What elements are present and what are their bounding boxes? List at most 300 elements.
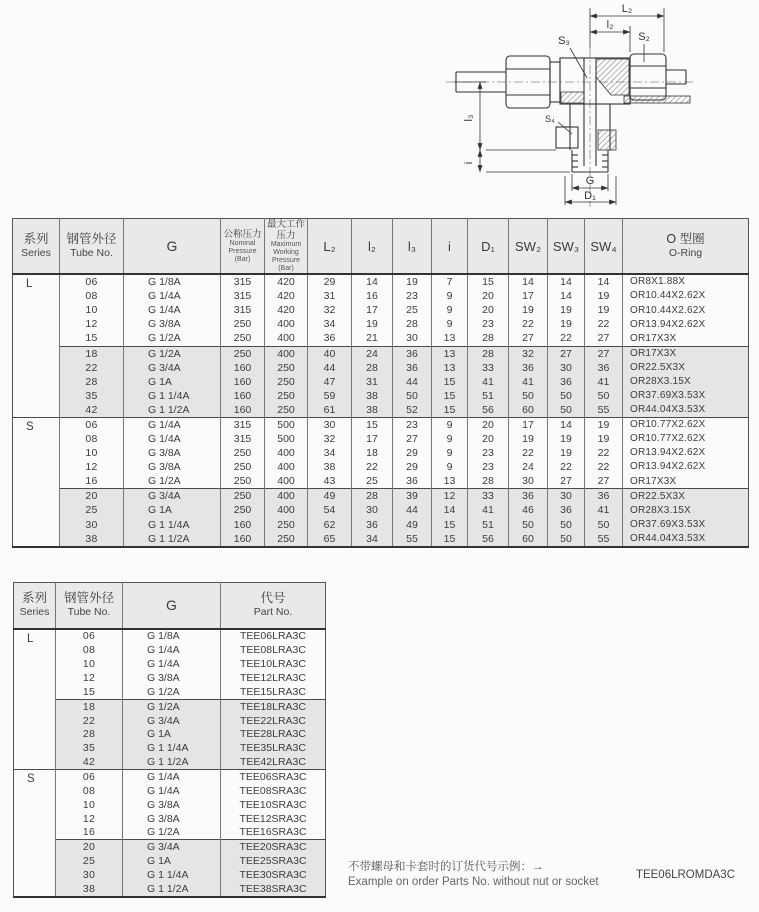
part-number-table-body xyxy=(14,629,326,898)
table-row xyxy=(13,375,749,389)
table-cell: 56 xyxy=(468,532,509,547)
table-row xyxy=(13,389,749,403)
table-cell: 23 xyxy=(468,446,509,460)
table-cell: 29 xyxy=(393,446,432,460)
table-cell: 19 xyxy=(393,274,432,289)
table-cell: 9 xyxy=(432,303,468,317)
table-cell: OR28X3.15X xyxy=(623,503,749,517)
table-row xyxy=(13,446,749,460)
dim-label-S4: S₄ xyxy=(545,114,555,124)
table-cell: 15 xyxy=(56,685,123,699)
table-cell: 12 xyxy=(60,460,124,474)
col-header-g-thread: G xyxy=(123,583,221,629)
table-cell: OR10.77X2.62X xyxy=(630,433,706,445)
table-cell: 27 xyxy=(509,331,548,346)
table-cell: OR17X3X xyxy=(630,332,677,344)
col-header-SW4: SW₄ xyxy=(585,219,623,275)
table-cell: G 1A xyxy=(124,503,221,517)
table-cell: 27 xyxy=(393,432,432,446)
table-cell: 22 xyxy=(352,460,393,474)
table-cell: TEE12SRA3C xyxy=(239,812,307,825)
table-cell: 19 xyxy=(548,317,585,331)
table-cell: 61 xyxy=(308,403,352,418)
col-header-i: i xyxy=(432,219,468,275)
table-cell: 41 xyxy=(468,503,509,517)
table-cell: 160 xyxy=(221,375,265,389)
table-cell: 9 xyxy=(432,432,468,446)
table-row xyxy=(13,274,749,289)
table-cell: 32 xyxy=(308,432,352,446)
table-cell: 36 xyxy=(393,474,432,489)
table-cell: TEE18LRA3C xyxy=(221,699,326,713)
table-row xyxy=(13,518,749,532)
table-cell: 15 xyxy=(432,518,468,532)
col-header-l2: l₂ xyxy=(352,219,393,275)
table-cell: 15 xyxy=(432,403,468,418)
table-cell: 10 xyxy=(60,303,124,317)
table-cell: 08 xyxy=(56,643,123,657)
table-row xyxy=(13,532,749,547)
col-header-part-no: 代号 Part No. xyxy=(221,583,326,629)
table-cell: 250 xyxy=(221,317,265,331)
table-cell: 40 xyxy=(308,346,352,361)
example-part-number: TEE06LROMDA3C xyxy=(635,868,735,881)
table-cell: G 3/8A xyxy=(124,446,221,460)
table-cell: G 3/8A xyxy=(124,317,221,331)
table-cell: 17 xyxy=(509,289,548,303)
table-cell: 31 xyxy=(308,289,352,303)
table-cell: 22 xyxy=(60,361,124,375)
table-cell: 250 xyxy=(265,518,308,532)
table-row xyxy=(14,643,326,657)
table-cell: 250 xyxy=(265,375,308,389)
table-row xyxy=(13,503,749,517)
table-cell: OR13.94X2.62X xyxy=(630,447,706,459)
table-cell: 47 xyxy=(308,375,352,389)
table-cell: 65 xyxy=(308,532,352,547)
table-cell: 160 xyxy=(221,389,265,403)
table-row xyxy=(13,432,749,446)
table-cell: 27 xyxy=(585,331,623,346)
table-cell: G 1/4A xyxy=(123,784,221,798)
table-cell: 19 xyxy=(352,317,393,331)
table-cell: G 1 1/2A xyxy=(123,882,221,897)
table-cell: 19 xyxy=(509,432,548,446)
table-cell: 28 xyxy=(468,474,509,489)
table-cell: OR28X3.15X xyxy=(623,375,749,389)
table-cell: OR8X1.88X xyxy=(630,276,686,288)
table-cell: 36 xyxy=(308,331,352,346)
table-cell: 50 xyxy=(548,389,585,403)
table-cell: 30 xyxy=(393,331,432,346)
table-cell: G 1/2A xyxy=(123,685,221,699)
table-cell: G 1/4A xyxy=(124,289,221,303)
ordering-note xyxy=(348,860,753,889)
table-cell: 250 xyxy=(221,474,265,489)
table-cell: 20 xyxy=(468,417,509,432)
table-cell: OR22.5X3X xyxy=(623,361,749,375)
table-cell: G 1A xyxy=(123,728,221,742)
table-cell: 14 xyxy=(548,274,585,289)
dim-label-L2: L₂ xyxy=(621,3,633,15)
table-cell: 15 xyxy=(60,331,124,346)
table-cell: G 1 1/2A xyxy=(123,755,221,769)
table-cell: G 1/2A xyxy=(124,346,221,361)
table-row xyxy=(13,403,749,418)
table-cell: 34 xyxy=(308,317,352,331)
table-cell: 30 xyxy=(548,489,585,504)
table-cell: 14 xyxy=(548,289,585,303)
table-cell: 250 xyxy=(221,460,265,474)
ordering-note-en: Example on order Parts No. without nut or socket xyxy=(348,876,599,888)
table-cell: OR37.69X3.53X xyxy=(623,389,749,403)
table-cell: 38 xyxy=(60,532,124,547)
table-cell: 41 xyxy=(509,375,548,389)
col-header-tube-no: 钢管外径 Tube No. xyxy=(56,583,123,629)
table-cell: 36 xyxy=(393,361,432,375)
table-cell: 06 xyxy=(56,629,123,644)
col-header-max-working-pressure: 最大工作压力 Maximum Working Pressure (Bar) xyxy=(265,219,308,275)
table-cell: G 1/4A xyxy=(124,432,221,446)
table-cell: OR17X3X xyxy=(623,346,749,361)
table-cell: 13 xyxy=(432,346,468,361)
table-cell: TEE16SRA3C xyxy=(239,826,307,839)
table-cell: TEE25SRA3C xyxy=(221,854,326,868)
table-cell: 08 xyxy=(60,432,124,446)
table-cell: OR22.5X3X xyxy=(623,489,749,504)
table-cell: 400 xyxy=(265,489,308,504)
table-cell: 34 xyxy=(308,446,352,460)
table-cell: 50 xyxy=(393,389,432,403)
table-cell: TEE10SRA3C xyxy=(239,798,307,811)
table-cell: 56 xyxy=(468,403,509,418)
table-cell: 12 xyxy=(56,812,123,826)
table-cell: 23 xyxy=(393,417,432,432)
col-header-nominal-pressure: 公称压力 Nominal Pressure (Bar) xyxy=(221,219,265,275)
table-cell: 43 xyxy=(308,474,352,489)
col-header-D1: D₁ xyxy=(468,219,509,275)
table-cell: 32 xyxy=(509,346,548,361)
table-cell: 28 xyxy=(56,728,123,742)
table-cell: 420 xyxy=(265,303,308,317)
table-cell: OR44.04X3.53X xyxy=(623,403,749,418)
dim-label-S2: S₂ xyxy=(638,31,650,43)
dim-label-l2: l₂ xyxy=(606,19,614,31)
table-cell: G 1/4A xyxy=(123,643,221,657)
table-cell: 14 xyxy=(432,503,468,517)
table-cell: 250 xyxy=(221,489,265,504)
table-cell: 36 xyxy=(352,518,393,532)
table-cell: 50 xyxy=(585,389,623,403)
table-cell: 51 xyxy=(468,389,509,403)
table-cell: 32 xyxy=(308,303,352,317)
table-row xyxy=(14,657,326,671)
table-cell: G 1/2A xyxy=(124,331,221,346)
table-cell: 500 xyxy=(265,417,308,432)
table-cell: G 1 1/2A xyxy=(124,403,221,418)
table-cell: G 1/2A xyxy=(123,825,221,839)
table-cell: 30 xyxy=(56,868,123,882)
table-cell: 28 xyxy=(468,346,509,361)
table-cell: 250 xyxy=(265,361,308,375)
table-cell: 315 xyxy=(221,432,265,446)
table-cell: 400 xyxy=(265,446,308,460)
table-row xyxy=(14,868,326,882)
table-cell: 160 xyxy=(221,403,265,418)
table-cell: G 1 1/2A xyxy=(124,532,221,547)
series-label: L xyxy=(13,274,60,417)
table-cell: G 1 1/4A xyxy=(123,868,221,882)
table-cell: 44 xyxy=(393,375,432,389)
table-cell: 9 xyxy=(432,460,468,474)
table-cell: 16 xyxy=(352,289,393,303)
table-cell: 42 xyxy=(60,403,124,418)
table-cell: 33 xyxy=(468,361,509,375)
table-row xyxy=(14,714,326,728)
table-cell: 50 xyxy=(509,389,548,403)
table-row xyxy=(13,289,749,303)
table-cell: 14 xyxy=(509,274,548,289)
table-cell: TEE08LRA3C xyxy=(240,644,306,657)
table-cell: 250 xyxy=(265,403,308,418)
table-cell: 44 xyxy=(308,361,352,375)
table-cell: 15 xyxy=(352,417,393,432)
table-cell: 10 xyxy=(60,446,124,460)
table-row xyxy=(13,417,749,432)
table-cell: 52 xyxy=(393,403,432,418)
table-cell: TEE42LRA3C xyxy=(221,755,326,769)
table-cell: 30 xyxy=(548,361,585,375)
col-header-l3: l₃ xyxy=(393,219,432,275)
table-cell: 34 xyxy=(352,532,393,547)
table-cell: 14 xyxy=(352,274,393,289)
table-cell: 12 xyxy=(56,671,123,685)
table-cell: 29 xyxy=(393,460,432,474)
table-cell: 36 xyxy=(585,489,623,504)
table-cell: 35 xyxy=(56,741,123,755)
table-cell: 15 xyxy=(432,389,468,403)
table-row xyxy=(14,671,326,685)
table-cell: 18 xyxy=(56,699,123,713)
table-cell: 38 xyxy=(352,403,393,418)
table-row xyxy=(14,798,326,812)
table-cell: 36 xyxy=(509,361,548,375)
table-cell: 400 xyxy=(265,317,308,331)
table-cell: 55 xyxy=(585,532,623,547)
table-cell: TEE38SRA3C xyxy=(221,882,326,897)
table-cell: 38 xyxy=(56,882,123,897)
table-cell: 19 xyxy=(585,289,623,303)
table-cell: 400 xyxy=(265,474,308,489)
table-cell: OR10.44X2.62X xyxy=(630,304,706,316)
table-cell: 12 xyxy=(432,489,468,504)
table-cell: 15 xyxy=(432,375,468,389)
table-cell: 10 xyxy=(56,798,123,812)
table-cell: 55 xyxy=(585,403,623,418)
dim-label-G: G xyxy=(585,175,595,187)
table-cell: G 3/8A xyxy=(123,671,221,685)
table-cell: 60 xyxy=(509,532,548,547)
table-cell: 19 xyxy=(509,303,548,317)
table-cell: 9 xyxy=(432,417,468,432)
table-cell: 27 xyxy=(585,474,623,489)
table-cell: G 1 1/4A xyxy=(124,389,221,403)
table-cell: 41 xyxy=(585,503,623,517)
col-header-SW3: SW₃ xyxy=(548,219,585,275)
table-cell: 250 xyxy=(221,331,265,346)
table-cell: TEE22LRA3C xyxy=(221,714,326,728)
tee-fitting-drawing xyxy=(438,0,759,212)
table-cell: 38 xyxy=(352,389,393,403)
table-row xyxy=(14,812,326,826)
table-cell: 59 xyxy=(308,389,352,403)
table-cell: G 1/4A xyxy=(124,303,221,317)
table-cell: 18 xyxy=(352,446,393,460)
table-cell: 315 xyxy=(221,417,265,432)
table-cell: 39 xyxy=(393,489,432,504)
table-cell: 22 xyxy=(585,460,623,474)
table-row xyxy=(14,685,326,699)
table-row xyxy=(14,770,326,784)
table-cell: 22 xyxy=(585,317,623,331)
series-label: S xyxy=(13,417,60,547)
table-cell: TEE12LRA3C xyxy=(240,672,306,684)
table-cell: 10 xyxy=(56,657,123,671)
table-cell: 250 xyxy=(265,389,308,403)
col-header-series: 系列 Series xyxy=(14,583,56,629)
table-cell: OR10.77X2.62X xyxy=(623,417,749,432)
table-cell: G 3/8A xyxy=(123,812,221,826)
table-row xyxy=(14,825,326,839)
table-cell: 420 xyxy=(265,289,308,303)
table-cell: 315 xyxy=(221,289,265,303)
table-row xyxy=(13,474,749,489)
table-cell: 50 xyxy=(585,518,623,532)
table-cell: 60 xyxy=(509,403,548,418)
table-cell: 400 xyxy=(265,346,308,361)
table-cell: 36 xyxy=(548,375,585,389)
col-header-series: 系列 Series xyxy=(13,219,60,275)
table-cell: 19 xyxy=(585,432,623,446)
table-cell: 400 xyxy=(265,503,308,517)
table-cell: G 1/4A xyxy=(124,417,221,432)
col-header-SW2: SW₂ xyxy=(509,219,548,275)
table-cell: 16 xyxy=(60,474,124,489)
table-cell: 28 xyxy=(468,331,509,346)
table-cell: G 3/8A xyxy=(123,798,221,812)
part-number-table xyxy=(13,582,326,898)
table-cell: 30 xyxy=(60,518,124,532)
table-cell: 41 xyxy=(585,375,623,389)
table-cell: 23 xyxy=(468,460,509,474)
table-cell: TEE35LRA3C xyxy=(221,741,326,755)
table-cell: 22 xyxy=(56,714,123,728)
table-row xyxy=(14,629,326,644)
table-row xyxy=(13,460,749,474)
table-cell: 23 xyxy=(393,289,432,303)
table-cell: 9 xyxy=(432,317,468,331)
table-row xyxy=(13,361,749,375)
table-cell: 27 xyxy=(585,346,623,361)
table-cell: 22 xyxy=(548,331,585,346)
table-cell: 160 xyxy=(221,518,265,532)
table-cell: G 1/2A xyxy=(124,474,221,489)
table-cell: 24 xyxy=(509,460,548,474)
table-cell: 54 xyxy=(308,503,352,517)
table-row xyxy=(13,331,749,346)
table-cell: 19 xyxy=(585,417,623,432)
table-cell: 7 xyxy=(432,274,468,289)
dim-label-S3: S₃ xyxy=(558,35,570,47)
table-cell: 20 xyxy=(468,303,509,317)
series-label: S xyxy=(14,770,56,897)
table-cell: TEE30SRA3C xyxy=(221,868,326,882)
table-cell: 14 xyxy=(585,274,623,289)
table-cell: 30 xyxy=(509,474,548,489)
table-cell: TEE06SRA3C xyxy=(221,770,326,784)
fitting-outline xyxy=(456,54,686,172)
dimensions-table xyxy=(12,218,749,548)
table-cell: 19 xyxy=(548,446,585,460)
table-cell: G 3/4A xyxy=(124,489,221,504)
table-cell: G 1/8A xyxy=(123,629,221,644)
table-row xyxy=(14,699,326,713)
table-cell: G 1/8A xyxy=(124,274,221,289)
table-cell: OR37.69X3.53X xyxy=(623,518,749,532)
table-cell: G 3/4A xyxy=(124,361,221,375)
table-cell: G 1/4A xyxy=(123,770,221,784)
table-cell: G 1A xyxy=(123,854,221,868)
table-row xyxy=(14,882,326,897)
table-row xyxy=(13,317,749,331)
table-cell: 15 xyxy=(468,274,509,289)
table-cell: 20 xyxy=(468,289,509,303)
table-cell: 36 xyxy=(548,503,585,517)
table-cell: 24 xyxy=(352,346,393,361)
table-cell: 49 xyxy=(308,489,352,504)
table-cell: 22 xyxy=(509,317,548,331)
table-cell: 28 xyxy=(60,375,124,389)
table-row xyxy=(14,728,326,742)
table-cell: OR17X3X xyxy=(630,475,677,487)
table-cell: 23 xyxy=(468,317,509,331)
header-row xyxy=(13,219,749,275)
table-cell: 400 xyxy=(265,460,308,474)
table-cell: G 1/2A xyxy=(123,699,221,713)
ordering-note-zh: 不带螺母和卡套时的订货代号示例：→ xyxy=(348,861,544,873)
table-row xyxy=(13,346,749,361)
dim-label-l3: l₃ xyxy=(463,114,475,122)
table-cell: 35 xyxy=(60,389,124,403)
table-cell: 500 xyxy=(265,432,308,446)
table-cell: 160 xyxy=(221,532,265,547)
table-cell: 19 xyxy=(548,432,585,446)
table-cell: 21 xyxy=(352,331,393,346)
table-cell: 06 xyxy=(60,417,124,432)
table-cell: 27 xyxy=(548,346,585,361)
table-cell: 28 xyxy=(352,361,393,375)
table-cell: G 3/4A xyxy=(123,840,221,854)
table-cell: 15 xyxy=(432,532,468,547)
table-cell: TEE15LRA3C xyxy=(240,685,306,698)
table-cell: TEE08SRA3C xyxy=(239,784,307,797)
table-cell: OR10.44X2.62X xyxy=(630,290,706,302)
table-cell: G 1 1/4A xyxy=(124,518,221,532)
table-cell: 20 xyxy=(60,489,124,504)
table-cell: 25 xyxy=(352,474,393,489)
table-cell: 33 xyxy=(468,489,509,504)
table-cell: G 1/4A xyxy=(123,657,221,671)
